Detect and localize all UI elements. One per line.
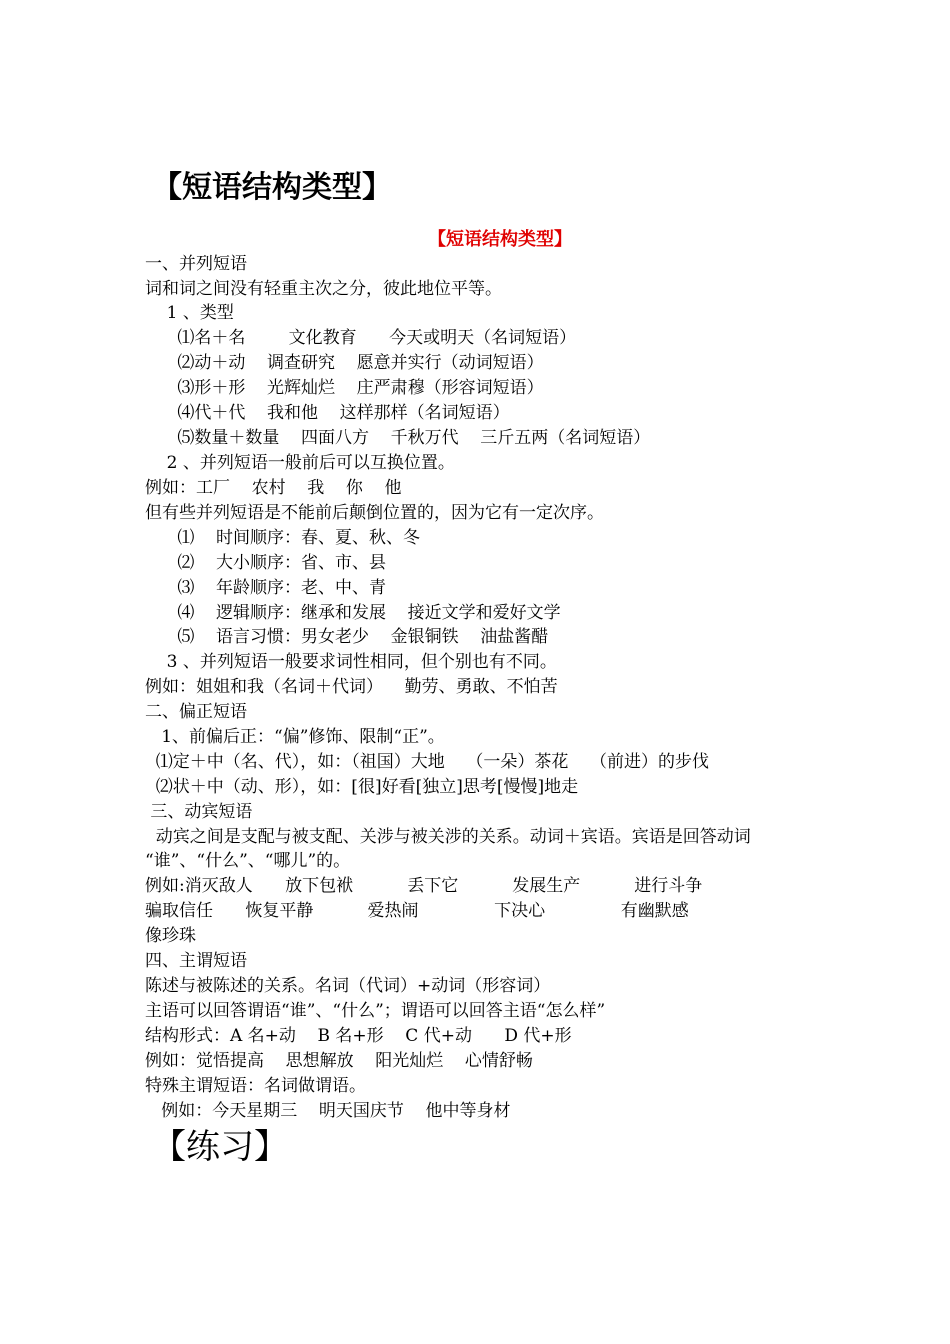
text-line: ⑴名＋名 文化教育 今天或明天（名词短语）	[145, 328, 577, 348]
text-line: 例如：今天星期三 明天国庆节 他中等身材	[145, 1101, 511, 1121]
text-line: ⑴定＋中（名、代），如：（祖国）大地 （一朵）茶花 （前进）的步伐	[145, 752, 710, 772]
text-line: 动宾之间是支配与被支配、关涉与被关涉的关系。动词＋宾语。宾语是回答动词	[145, 827, 751, 847]
text-line: ⑵动＋动 调查研究 愿意并实行（动词短语）	[145, 353, 544, 373]
text-line: 1 、类型	[145, 303, 234, 323]
text-line: 结构形式：A 名+动 B 名+形 C 代+动 D 代+形	[145, 1026, 572, 1046]
text-line: 四、主谓短语	[145, 951, 247, 971]
practice-heading: 【练习】	[152, 1127, 288, 1167]
text-line: 一、并列短语	[145, 254, 247, 274]
text-line: ⑸ 语言习惯：男女老少 金银铜铁 油盐酱醋	[145, 627, 549, 647]
text-line: 3 、并列短语一般要求词性相同，但个别也有不同。	[145, 652, 557, 672]
text-line: ⑷代＋代 我和他 这样那样（名词短语）	[145, 403, 510, 423]
text-line: ⑴ 时间顺序：春、夏、秋、冬	[145, 528, 421, 548]
text-line: 2 、并列短语一般前后可以互换位置。	[145, 453, 455, 473]
text-line: ⑶ 年龄顺序：老、中、青	[145, 578, 387, 598]
text-line: “谁”、“什么”、“哪儿”的。	[145, 851, 351, 871]
text-line: 词和词之间没有轻重主次之分，彼此地位平等。	[145, 279, 502, 299]
text-line: 陈述与被陈述的关系。名词（代词）+动词（形容词）	[145, 976, 551, 996]
text-line: 例如：觉悟提高 思想解放 阳光灿烂 心情舒畅	[145, 1051, 533, 1071]
text-line: 二、偏正短语	[145, 702, 247, 722]
text-line: 例如：姐姐和我（名词＋代词） 勤劳、勇敢、不怕苦	[145, 677, 558, 697]
text-line: ⑵状＋中（动、形），如：[很]好看[独立]思考[慢慢]地走	[145, 777, 579, 797]
text-line: ⑵ 大小顺序：省、市、县	[145, 553, 387, 573]
text-line: 例如:消灭敌人 放下包袱 丢下它 发展生产 进行斗争	[145, 876, 703, 896]
text-line: 例如：工厂 农村 我 你 他	[145, 478, 402, 498]
page-title: 【短语结构类型】	[152, 170, 392, 205]
text-line: 主语可以回答谓语“谁”、“什么”；谓语可以回答主语“怎么样”	[145, 1001, 606, 1021]
text-line: ⑷ 逻辑顺序：继承和发展 接近文学和爱好文学	[145, 603, 561, 623]
section-title-red: 【短语结构类型】	[428, 229, 572, 250]
text-line: 三、动宾短语	[145, 802, 253, 822]
text-line: 1、前偏后正：“偏”修饰、限制“正”。	[145, 727, 445, 747]
text-line: 骗取信任 恢复平静 爱热闹 下决心 有幽默感	[145, 901, 689, 921]
text-line: ⑸数量＋数量 四面八方 千秋万代 三斤五两（名词短语）	[145, 428, 651, 448]
text-line: 特殊主谓短语：名词做谓语。	[145, 1076, 366, 1096]
text-line: 但有些并列短语是不能前后颠倒位置的，因为它有一定次序。	[145, 503, 604, 523]
text-line: 像珍珠	[145, 926, 196, 946]
text-line: ⑶形＋形 光辉灿烂 庄严肃穆（形容词短语）	[145, 378, 544, 398]
